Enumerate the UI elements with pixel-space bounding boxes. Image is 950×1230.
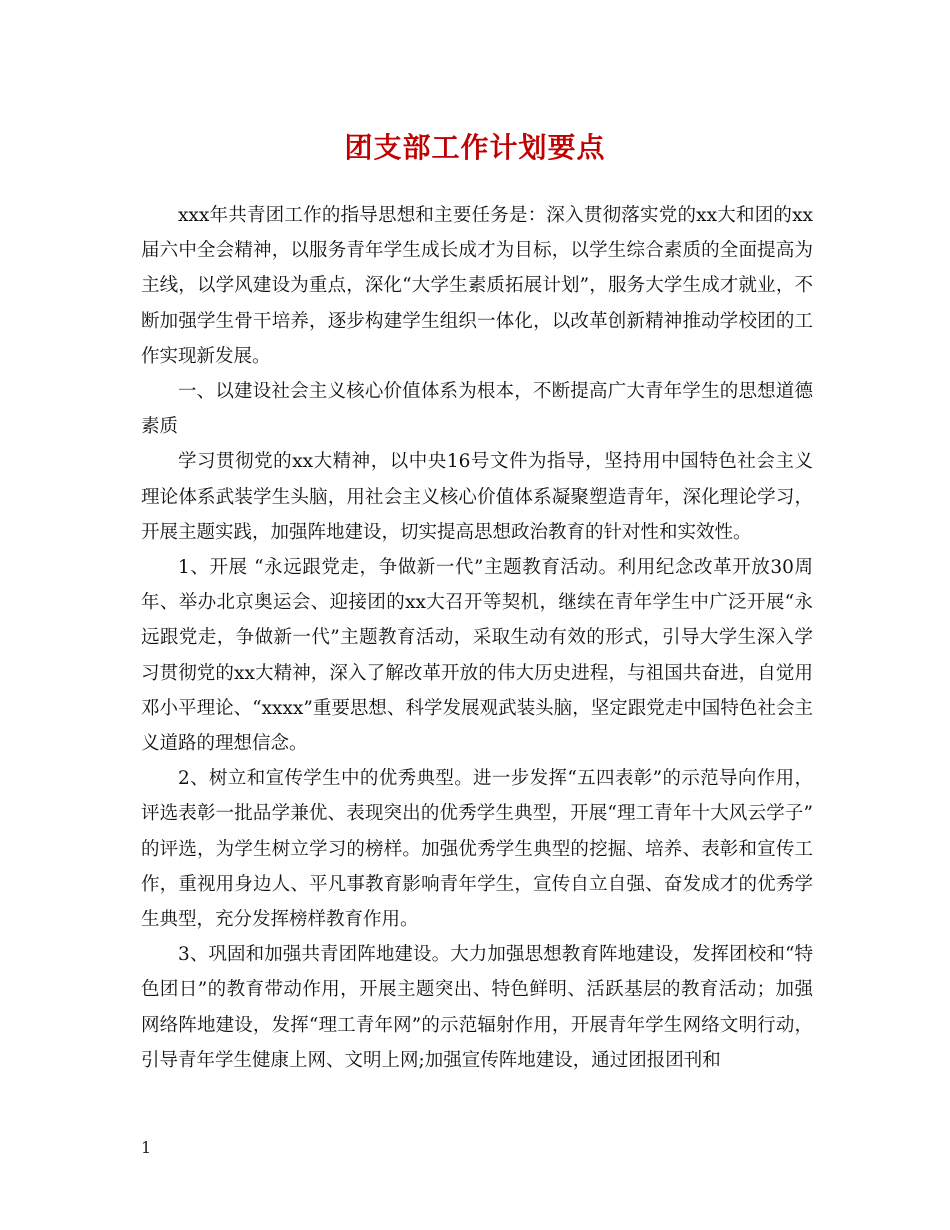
paragraph-item-3: 3、巩固和加强共青团阵地建设。大力加强思想教育阵地建设，发挥团校和“特色团日”的教育带动作用，开展主题突出、特色鲜明、活跃基层的教育活动；加强网络阵地建设，发挥“理工青年网”的示范辐射作用，开展青年学生网络文明行动，引导青年学生健康上网、文明上网;加强宣传阵地建设，通过团报团刊和: [141, 944, 813, 1071]
document-title: 团支部工作计划要点: [344, 131, 606, 164]
paragraph-intro: xxx年共青团工作的指导思想和主要任务是：深入贯彻落实党的xx大和团的xx届六中全会精神，以服务青年学生成长成才为目标，以学生综合素质的全面提高为主线，以学风建设为重点，深化“大学生素质拓展计划”，服务大学生成才就业，不断加强学生骨干培养，逐步构建学生组织一体化，以改革创新精神推动学校团的工作实现新发展。: [141, 205, 813, 367]
paragraph-item-1: 1、开展 “永远跟党走，争做新一代”主题教育活动。利用纪念改革开放30周年、举办北京奥运会、迎接团的xx大召开等契机，继续在青年学生中广泛开展“永远跟党走，争做新一代”主题教育活动，采取生动有效的形式，引导大学生深入学习贯彻党的xx大精神，深入了解改革开放的伟大历史进程，与祖国共奋进，自觉用邓小平理论、“xxxx”重要思想、科学发展观武装头脑，坚定跟党走中国特色社会主义道路的理想信念。: [141, 557, 813, 755]
document-body: [141, 198, 813, 1078]
page-number: 1: [141, 1138, 152, 1157]
paragraph-item-2: 2、树立和宣传学生中的优秀典型。进一步发挥“五四表彰”的示范导向作用，评选表彰一批品学兼优、表现突出的优秀学生典型，开展“理工青年十大风云学子” 的评选，为学生树立学习的榜样。加强优秀学生典型的挖掘、培养、表彰和宣传工作，重视用身边人、平凡事教育影响青年学生，宣传自立自强、奋发成才的优秀学生典型，充分发挥榜样教育作用。: [141, 768, 813, 931]
paragraph-section-1-body: 学习贯彻党的xx大精神，以中央16号文件为指导，坚持用中国特色社会主义理论体系武装学生头脑，用社会主义核心价值体系凝聚塑造青年，深化理论学习，开展主题实践，加强阵地建设，切实提高思想政治教育的针对性和实效性。: [141, 451, 813, 543]
paragraph-section-heading-1: 一、以建设社会主义核心价值体系为根本，不断提高广大青年学生的思想道德素质: [141, 381, 813, 438]
